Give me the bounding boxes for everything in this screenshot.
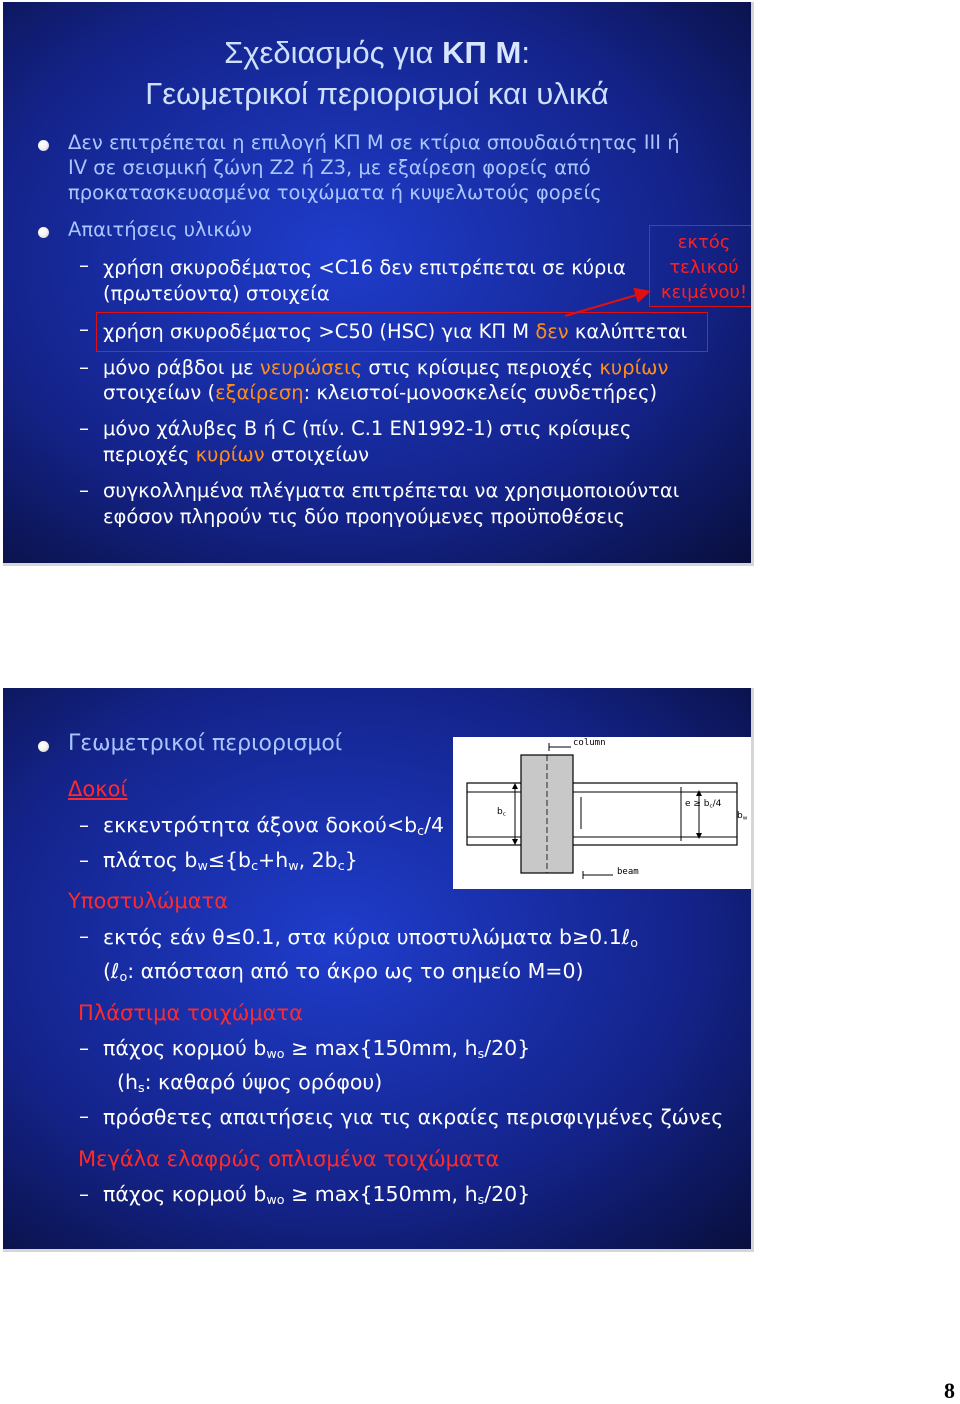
figure-eccentricity-label: $e \ge b_c/4$ xyxy=(685,799,722,810)
slide-1 xyxy=(3,2,754,566)
beam-rule-1: εκκεντρότητα άξονα $\delta o\kappa oύ<b_c/4$ xyxy=(103,813,445,839)
figure-column-label: column xyxy=(573,738,606,748)
bullet-2-label: Απαιτήσεις υλικών xyxy=(68,218,252,241)
note-line-1: εκτός xyxy=(677,232,731,253)
sub-2-text: χρήση σκυροδέματος >C50 (HSC) για ΚΠ Μ δεν καλύπτεται xyxy=(103,320,688,343)
bullet-icon xyxy=(38,140,49,151)
wall-rule-2: ($h_s$: καθαρό ύψος ορόφου) xyxy=(117,1070,383,1096)
bullet-1-line-3: προκατασκευασμένα τοιχώματα ή κυψελωτούς φορείς xyxy=(68,181,602,204)
large-walls-heading: Μεγάλα ελαφρώς οπλισμένα τοιχώματα xyxy=(78,1147,500,1171)
dash-icon: – xyxy=(79,848,89,872)
slide-1-title-line-1: Σχεδιασμός για ΚΠ Μ: xyxy=(224,35,530,70)
sub-4-line-2: περιοχές κυρίων στοιχείων xyxy=(103,443,370,466)
dash-icon: – xyxy=(79,1036,89,1060)
wall-rule-1: πάχος κορμού $b_{wo} \ge \max\{150mm$, $h_s/20$} xyxy=(103,1036,531,1062)
bullet-1-line-1: Δεν επιτρέπεται η επιλογή ΚΠ Μ σε κτίρια σπουδαιότητας ΙΙΙ ή xyxy=(68,131,680,154)
bullet-1-line-2: IV σε σεισμική ζώνη Ζ2 ή Ζ3, με εξαίρεση φορείς από xyxy=(68,156,591,179)
dash-icon: – xyxy=(79,253,89,277)
beam-column-figure xyxy=(453,737,751,889)
column-rule-2: (ℓ$_o$: απόσταση από το άκρο ως το σημείο Μ=0) xyxy=(103,959,584,985)
bullet-icon xyxy=(38,741,49,752)
dash-icon: – xyxy=(79,813,89,837)
bullet-icon xyxy=(38,227,49,238)
column-rule-1: εκτός εάν θ≤0.1, στα κύρια υποστυλώματα b≥0.1ℓ$_o$ xyxy=(103,925,639,951)
note-line-2: τελικού xyxy=(669,257,739,278)
sub-1-line-2: (πρωτεύοντα) στοιχεία xyxy=(103,282,330,305)
columns-heading: Υποστυλώματα xyxy=(68,889,229,913)
sub-3-line-1: μόνο ράβδοι με νευρώσεις στις κρίσιμες περιοχές κυρίων xyxy=(103,356,669,379)
beam-rule-2: πλάτος $b_w\le\{b_c+h_w$, $2b_c$} xyxy=(103,848,358,874)
dash-icon: – xyxy=(79,1182,89,1206)
dash-icon: – xyxy=(79,416,89,440)
dash-icon: – xyxy=(79,355,89,379)
sub-5-line-1: συγκολλημένα πλέγματα επιτρέπεται να χρησιμοποιούνται xyxy=(103,479,680,502)
note-line-3: κειμένου! xyxy=(660,282,748,303)
figure-beam-label: beam xyxy=(617,867,639,877)
dash-icon: – xyxy=(79,317,89,341)
sub-3-line-2: στοιχείων (εξαίρεση: κλειστοί-μονοσκελείς συνδετήρες) xyxy=(103,381,658,404)
figure-bw-label: $b_w$ xyxy=(737,811,748,822)
large-wall-rule-1: πάχος κορμού $b_{wo} \ge \max\{150mm$, $h_s/20$} xyxy=(103,1182,531,1208)
bullet-label: Γεωμετρικοί περιορισμοί xyxy=(68,731,343,756)
dash-icon: – xyxy=(79,924,89,948)
wall-rule-3: πρόσθετες απαιτήσεις για τις ακραίες περισφιγμένες ζώνες xyxy=(103,1105,724,1129)
sub-4-line-1: μόνο χάλυβες B ή C (πίν. C.1 EN1992-1) στις κρίσιμες xyxy=(103,417,632,440)
sub-1-line-1: χρήση σκυροδέματος <C16 δεν επιτρέπεται σε κύρια xyxy=(103,256,626,279)
slide-1-title-line-2: Γεωμετρικοί περιορισμοί και υλικά xyxy=(145,76,609,111)
page-number: 8 xyxy=(944,1378,955,1403)
dash-icon: – xyxy=(79,478,89,502)
dash-icon: – xyxy=(79,1104,89,1128)
sub-5-line-2: εφόσον πληρούν τις δύο προηγούμενες προϋποθέσεις xyxy=(103,505,625,528)
figure-bc-label: $b_c$ xyxy=(497,807,506,818)
slide-2 xyxy=(3,688,754,1252)
walls-heading: Πλάστιμα τοιχώματα xyxy=(78,1001,304,1025)
beams-heading: Δοκοί xyxy=(68,777,128,801)
